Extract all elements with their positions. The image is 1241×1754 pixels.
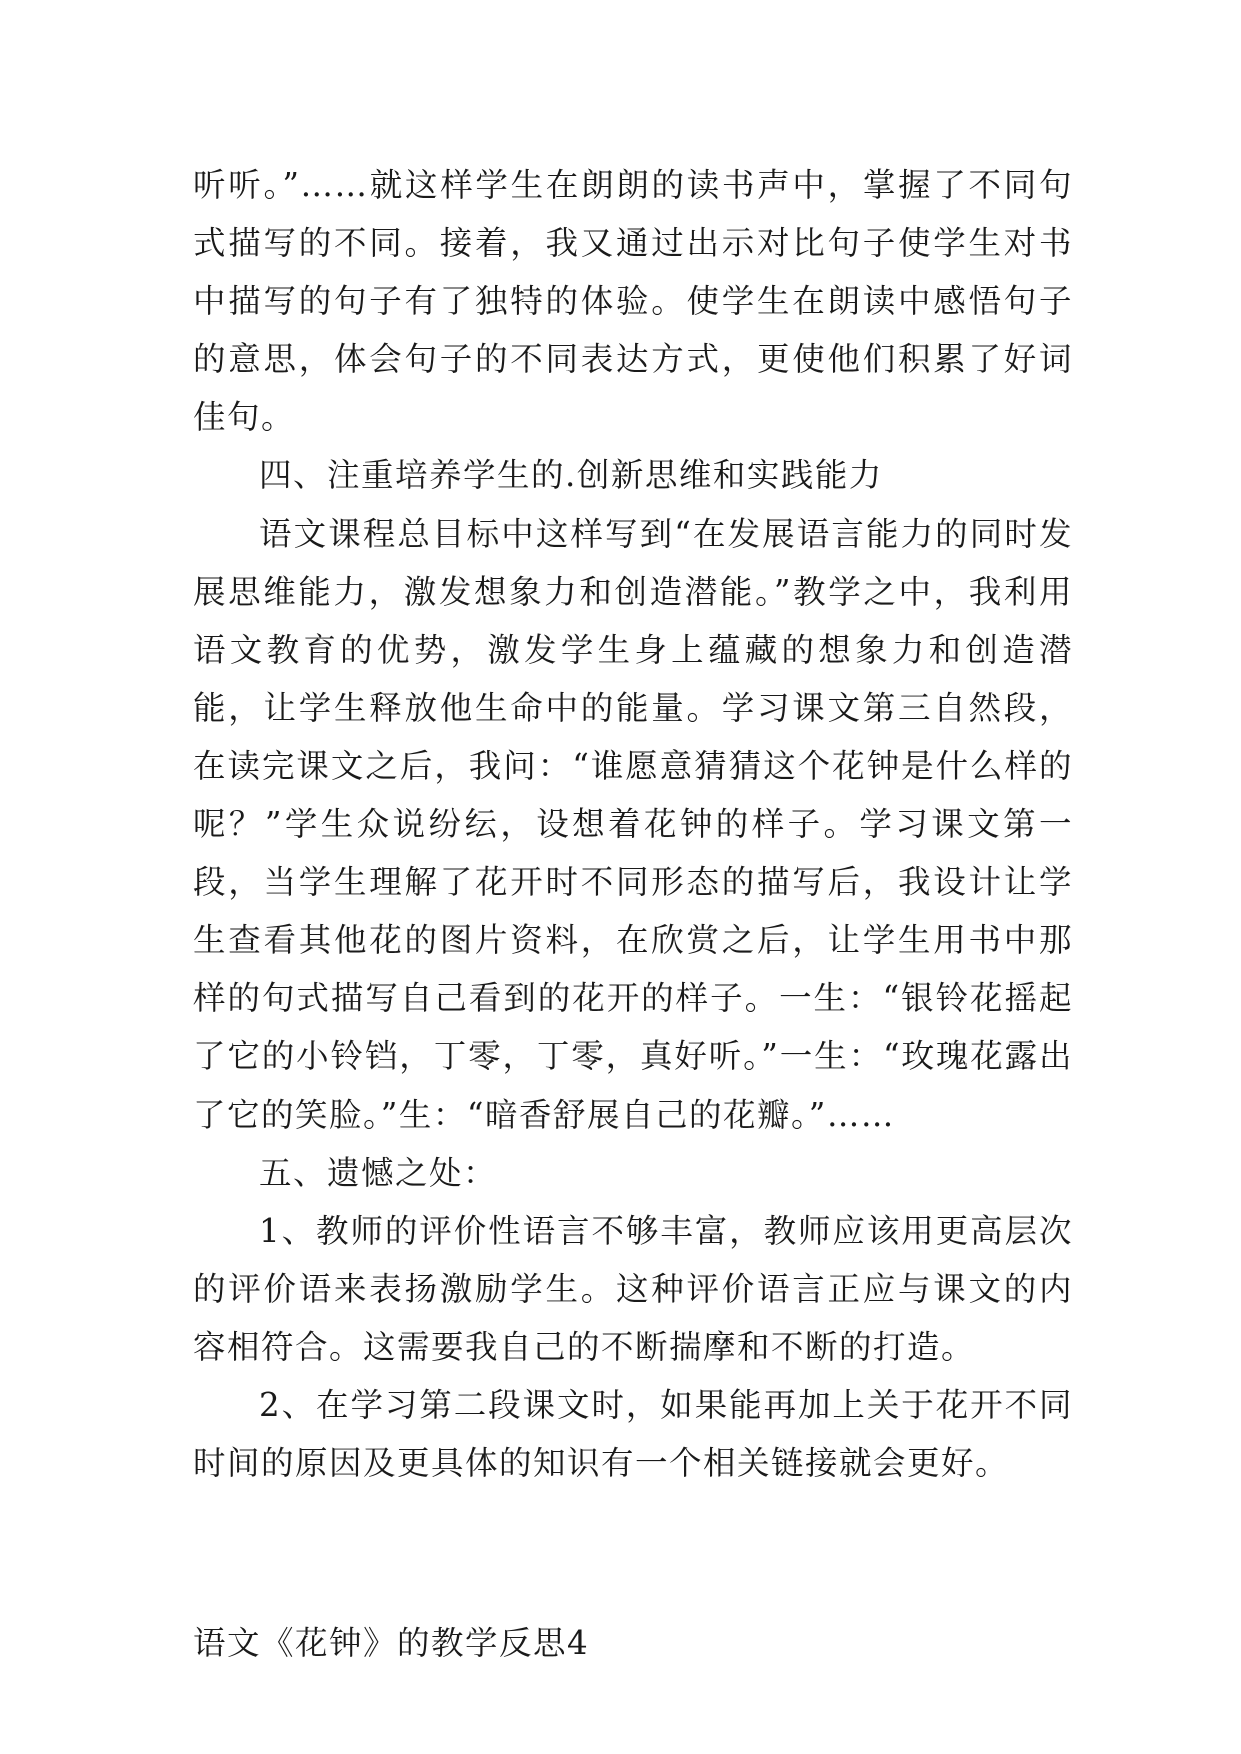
next-section-title: 语文《花钟》的教学反思4 <box>193 1624 590 1663</box>
paragraph-continuation: 听听。”……就这样学生在朗朗的读书声中，掌握了不同句式描写的不同。接着，我又通过出示对比句子使学生对书中描写的句子有了独特的体验。使学生在朗读中感悟句子的意思，体会句子的不同表达方式，更使他们积累了好词佳句。 <box>193 166 1073 437</box>
document-body <box>193 156 1073 1672</box>
paragraph-regret-two: 2、在学习第二段课文时，如果能再加上关于花开不同时间的原因及更具体的知识有一个相关链接就会更好。 <box>193 1385 1073 1483</box>
section-heading-four: 四、注重培养学生的.创新思维和实践能力 <box>259 456 883 495</box>
paragraph-creativity: 语文课程总目标中这样写到“在发展语言能力的同时发展思维能力，激发想象力和创造潜能。”教学之中，我利用语文教育的优势，激发学生身上蕴藏的想象力和创造潜能，让学生释放他生命中的能量。学习课文第三自然段，在读完课文之后，我问：“谁愿意猜猜这个花钟是什么样的呢？”学生众说纷纭，设想着花钟的样子。学习课文第一段，当学生理解了花开时不同形态的描写后，我设计让学生查看其他花的图片资料，在欣赏之后，让学生用书中那样的句式描写自己看到的花开的样子。一生：“银铃花摇起了它的小铃铛，丁零，丁零，真好听。”一生：“玫瑰花露出了它的笑脸。”生：“暗香舒展自己的花瓣。”…… <box>193 514 1073 1134</box>
section-heading-five: 五、遗憾之处： <box>259 1153 498 1192</box>
paragraph-regret-one: 1、教师的评价性语言不够丰富，教师应该用更高层次的评价语来表扬激励学生。这种评价语言正应与课文的内容相符合。这需要我自己的不断揣摩和不断的打造。 <box>193 1211 1073 1366</box>
